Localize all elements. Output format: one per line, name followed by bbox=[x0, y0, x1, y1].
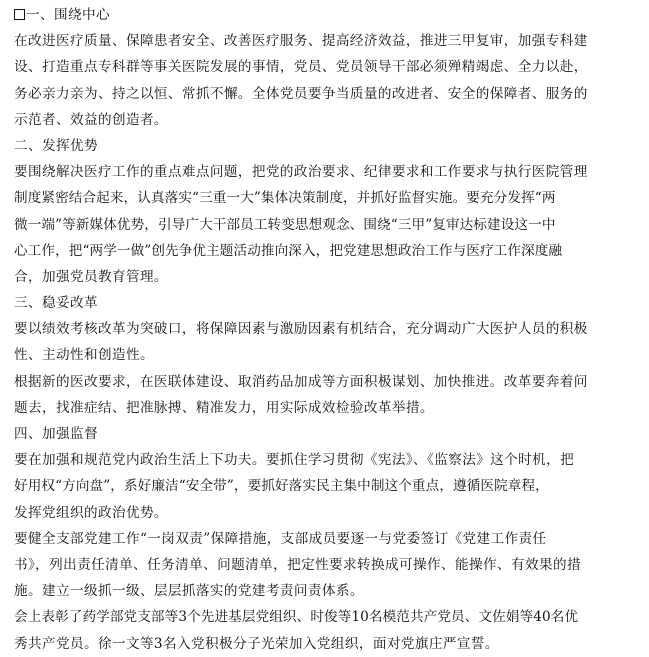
paragraph-line: 题去，找准症结、把准脉搏、精准发力，用实际成效检验改革举措。 bbox=[14, 399, 434, 416]
paragraph-line: 好用权“方向盘”，系好廉洁“安全带”，要抓好落实民主集中制这个重点，遵循医院章程， bbox=[14, 478, 549, 495]
paragraph-line: 心工作，把“两学一做”创先争优主题活动推向深入，把党建思想政治工作与医疗工作深度融 bbox=[14, 242, 563, 259]
checkbox-icon bbox=[14, 9, 25, 20]
paragraph-line: 在改进医疗质量、保障患者安全、改善医疗服务、提高经济效益，推进三甲复审，加强专科建 bbox=[14, 33, 588, 50]
paragraph-line: 要以绩效考核改革为突破口，将保障因素与激励因素有机结合，充分调动广大医护人员的积极 bbox=[14, 321, 588, 338]
paragraph-line: 要在加强和规范党内政治生活上下功夫。要抓住学习贯彻《宪法》、《监察法》这个时机，把 bbox=[14, 452, 575, 469]
section-heading: 四、加强监督 bbox=[14, 426, 98, 442]
section-heading: 三、稳妥改革 bbox=[14, 295, 98, 312]
paragraph-line: 设、打造重点专科群等事关医院发展的事情，党员、党员领导干部必须殚精竭虑、全力以赴， bbox=[14, 59, 588, 76]
paragraph-line: 合，加强党员教育管理。 bbox=[14, 268, 168, 285]
paragraph-line: 示范者、效益的创造者。 bbox=[14, 111, 168, 128]
paragraph-line: 秀共产党员。徐一文等3名入党积极分子光荣加入党组织，面对党旗庄严宣誓。 bbox=[14, 635, 499, 652]
paragraph-line: 发挥党组织的政治优势。 bbox=[14, 504, 168, 521]
paragraph-line: 会上表彰了药学部党支部等3个先进基层党组织、时俊等10名模范共产党员、文佐娟等40名优 bbox=[14, 609, 579, 626]
section-heading: 二、发挥优势 bbox=[14, 137, 98, 154]
paragraph-line: 性、主动性和创造性。 bbox=[14, 347, 154, 364]
paragraph-line: 要围绕解决医疗工作的重点难点问题，把党的政治要求、纪律要求和工作要求与执行医院管理 bbox=[14, 164, 588, 181]
paragraph-line: 施。建立一级抓一级、层层抓落实的党建考责问责体系。 bbox=[14, 583, 364, 600]
paragraph-line: 要健全支部党建工作“一岗双责”保障措施，支部成员要逐一与党委签订《党建工作责任 bbox=[14, 530, 547, 547]
document-body bbox=[14, 2, 640, 657]
paragraph-line: 务必亲力亲为、持之以恒、常抓不懈。全体党员要争当质量的改进者、安全的保障者、服务的 bbox=[14, 85, 588, 102]
paragraph-line: 制度紧密结合起来，认真落实“三重一大”集体决策制度，并抓好监督实施。要充分发挥“两 bbox=[14, 190, 556, 207]
paragraph-line: 微一端”等新媒体优势，引导广大干部员工转变思想观念、围绕“三甲”复审达标建设这一中 bbox=[14, 216, 556, 233]
paragraph-line: 根据新的医改要求，在医联体建设、取消药品加成等方面积极谋划、加快推进。改革要奔着问 bbox=[14, 373, 588, 390]
section-heading: 一、围绕中心 bbox=[14, 2, 640, 28]
paragraph-line: 书》，列出责任清单、任务清单、问题清单，把定性要求转换成可操作、能操作、有效果的措 bbox=[14, 556, 581, 573]
